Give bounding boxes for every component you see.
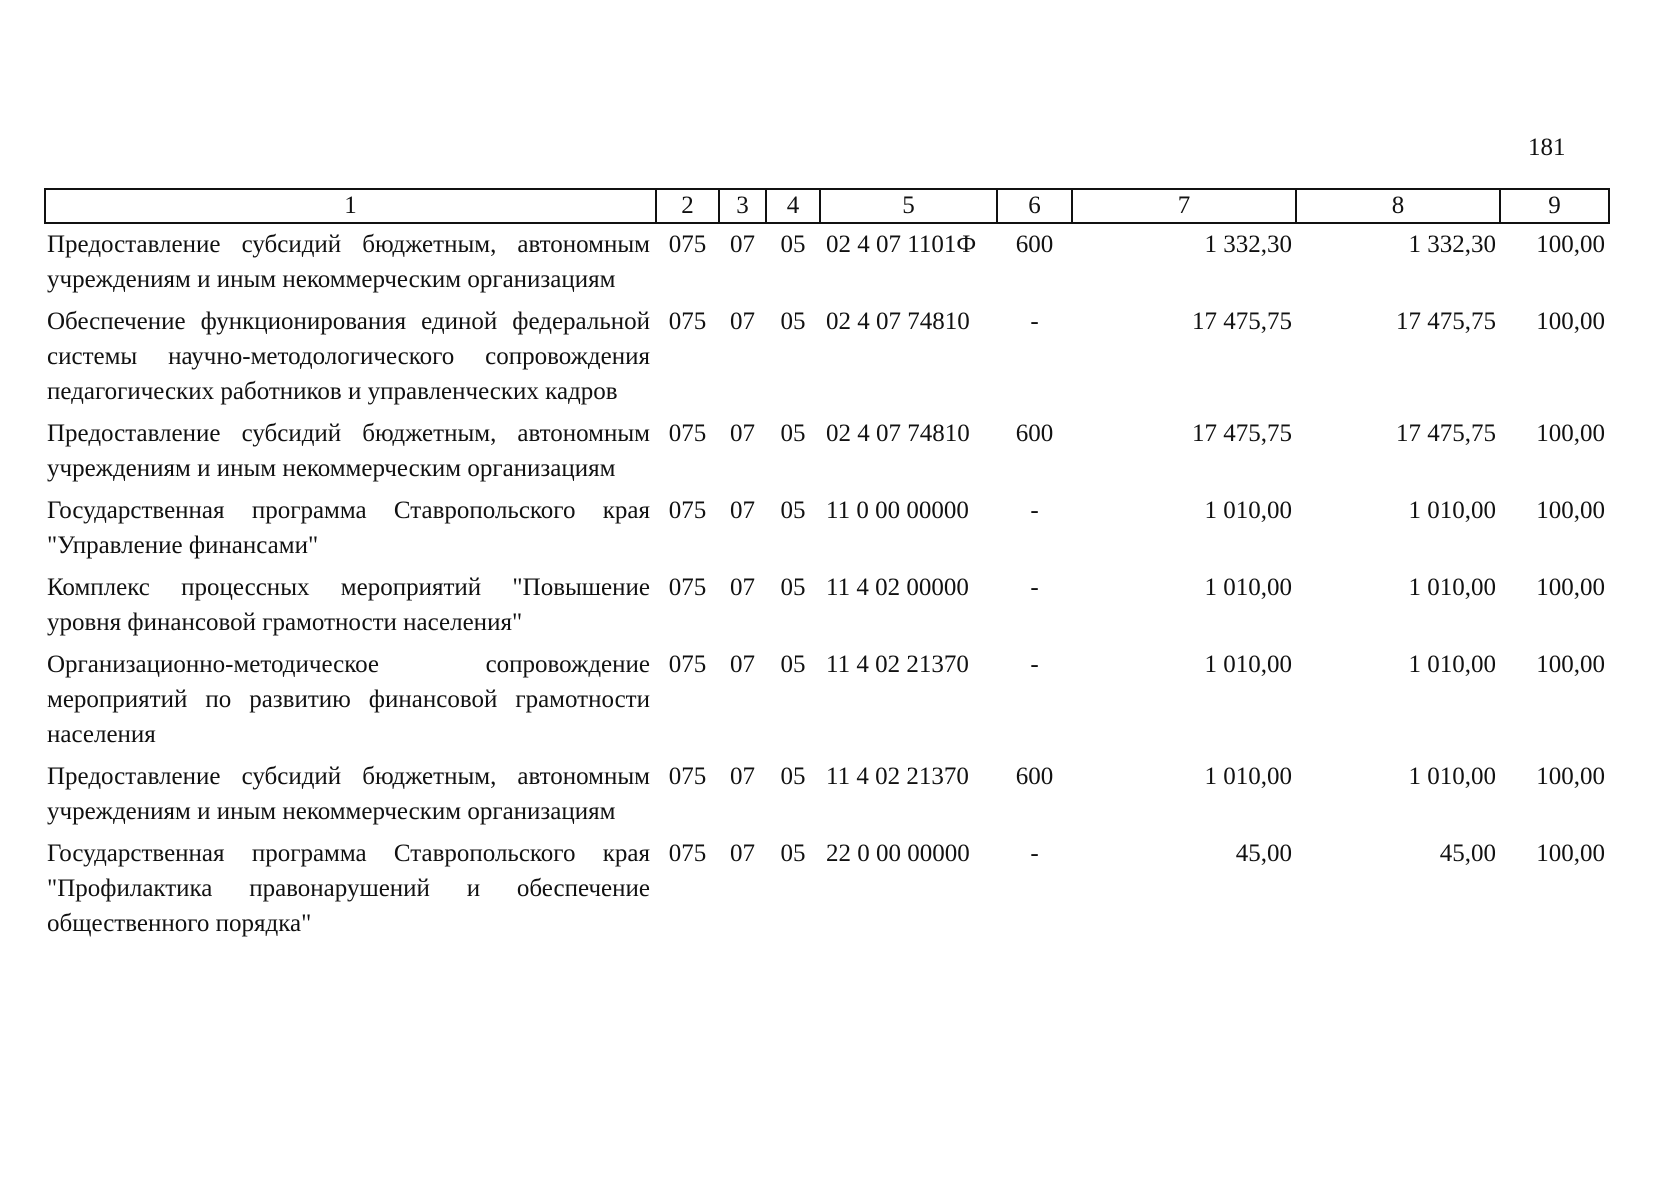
cell-ministry-code: 075: [668, 763, 707, 790]
column-header-9: 9: [1500, 189, 1609, 223]
cell-expense-type: -: [1030, 308, 1039, 335]
column-header-1: 1: [45, 189, 656, 223]
cell-expense-type: 600: [1015, 231, 1054, 258]
cell-percent: 100,00: [1536, 308, 1605, 335]
cell-percent: 100,00: [1536, 651, 1605, 678]
cell-subsection-code: 05: [780, 651, 806, 678]
cell-amount-7: 1 010,00: [1204, 497, 1292, 524]
cell-amount-8: 1 010,00: [1408, 574, 1496, 601]
cell-target-article: 02 4 07 74810: [826, 420, 970, 447]
table-row: [45, 644, 1609, 756]
cell-target-article: 11 4 02 21370: [826, 763, 969, 790]
cell-amount-7: 1 010,00: [1204, 763, 1292, 790]
table-row: [45, 223, 1609, 301]
cell-ministry-code: 075: [668, 231, 707, 258]
cell-expense-type: -: [1030, 497, 1039, 524]
cell-percent: 100,00: [1536, 763, 1605, 790]
cell-target-article: 11 4 02 00000: [826, 574, 969, 601]
cell-section-code: 07: [730, 308, 755, 335]
cell-subsection-code: 05: [780, 497, 806, 524]
column-header-3: 3: [719, 189, 766, 223]
table-row: [45, 490, 1609, 567]
table-row: [45, 833, 1609, 945]
row-name: Государственная программа Ставропольского края "Управление финансами": [47, 497, 650, 559]
column-header-6: 6: [997, 189, 1072, 223]
cell-expense-type: -: [1030, 651, 1039, 678]
cell-target-article: 02 4 07 1101Ф: [826, 231, 977, 258]
cell-section-code: 07: [730, 497, 755, 524]
cell-amount-8: 45,00: [1439, 840, 1496, 867]
cell-section-code: 07: [730, 420, 755, 447]
row-name: Предоставление субсидий бюджетным, автономным учреждениям и иным некоммерческим организациям: [47, 231, 650, 293]
row-name: Организационно-методическое сопровождение мероприятий по развитию финансовой грамотности населения: [47, 651, 650, 748]
cell-section-code: 07: [730, 840, 755, 867]
row-name: Предоставление субсидий бюджетным, автономным учреждениям и иным некоммерческим организациям: [47, 420, 650, 482]
cell-percent: 100,00: [1536, 840, 1605, 867]
cell-ministry-code: 075: [668, 308, 707, 335]
cell-subsection-code: 05: [780, 763, 806, 790]
cell-section-code: 07: [730, 763, 755, 790]
cell-subsection-code: 05: [780, 308, 806, 335]
cell-expense-type: 600: [1015, 420, 1054, 447]
cell-amount-7: 17 475,75: [1192, 420, 1292, 447]
row-name: Предоставление субсидий бюджетным, автономным учреждениям и иным некоммерческим организациям: [47, 763, 650, 825]
budget-table: [44, 188, 1610, 945]
cell-ministry-code: 075: [668, 840, 707, 867]
cell-amount-7: 17 475,75: [1192, 308, 1292, 335]
cell-section-code: 07: [730, 651, 755, 678]
cell-amount-8: 1 010,00: [1408, 497, 1496, 524]
cell-amount-7: 1 010,00: [1204, 574, 1292, 601]
cell-amount-8: 17 475,75: [1396, 420, 1496, 447]
cell-amount-7: 1 332,30: [1204, 231, 1292, 258]
cell-ministry-code: 075: [668, 497, 707, 524]
table-row: [45, 301, 1609, 413]
cell-amount-8: 1 010,00: [1408, 651, 1496, 678]
cell-amount-8: 1 010,00: [1408, 763, 1496, 790]
row-name: Обеспечение функционирования единой федеральной системы научно-методологического сопровождения педагогических работников и управленческих кадров: [47, 308, 650, 405]
cell-ministry-code: 075: [668, 651, 707, 678]
table-row: [45, 567, 1609, 644]
column-header-7: 7: [1072, 189, 1296, 223]
cell-subsection-code: 05: [780, 420, 806, 447]
page-number: 181: [1528, 134, 1566, 161]
cell-section-code: 07: [730, 231, 755, 258]
cell-target-article: 11 0 00 00000: [826, 497, 969, 524]
cell-amount-7: 45,00: [1235, 840, 1292, 867]
table-row: [45, 413, 1609, 490]
cell-target-article: 02 4 07 74810: [826, 308, 970, 335]
cell-section-code: 07: [730, 574, 755, 601]
column-header-2: 2: [656, 189, 719, 223]
cell-subsection-code: 05: [780, 574, 806, 601]
cell-percent: 100,00: [1536, 231, 1605, 258]
cell-subsection-code: 05: [780, 231, 806, 258]
cell-ministry-code: 075: [668, 420, 707, 447]
column-header-8: 8: [1296, 189, 1500, 223]
cell-target-article: 11 4 02 21370: [826, 651, 969, 678]
cell-target-article: 22 0 00 00000: [826, 840, 970, 867]
row-name: Комплекс процессных мероприятий "Повышение уровня финансовой грамотности населения": [47, 574, 650, 636]
cell-expense-type: 600: [1015, 763, 1054, 790]
cell-subsection-code: 05: [780, 840, 806, 867]
column-header-4: 4: [766, 189, 820, 223]
column-header-5: 5: [820, 189, 997, 223]
cell-expense-type: -: [1030, 840, 1039, 867]
row-name: Государственная программа Ставропольского края "Профилактика правонарушений и обеспечение общественного порядка": [47, 840, 650, 937]
cell-amount-7: 1 010,00: [1204, 651, 1292, 678]
cell-ministry-code: 075: [668, 574, 707, 601]
table-header-row: [45, 189, 1609, 223]
cell-percent: 100,00: [1536, 497, 1605, 524]
table-row: [45, 756, 1609, 833]
cell-amount-8: 1 332,30: [1408, 231, 1496, 258]
cell-expense-type: -: [1030, 574, 1039, 601]
cell-amount-8: 17 475,75: [1396, 308, 1496, 335]
cell-percent: 100,00: [1536, 574, 1605, 601]
cell-percent: 100,00: [1536, 420, 1605, 447]
